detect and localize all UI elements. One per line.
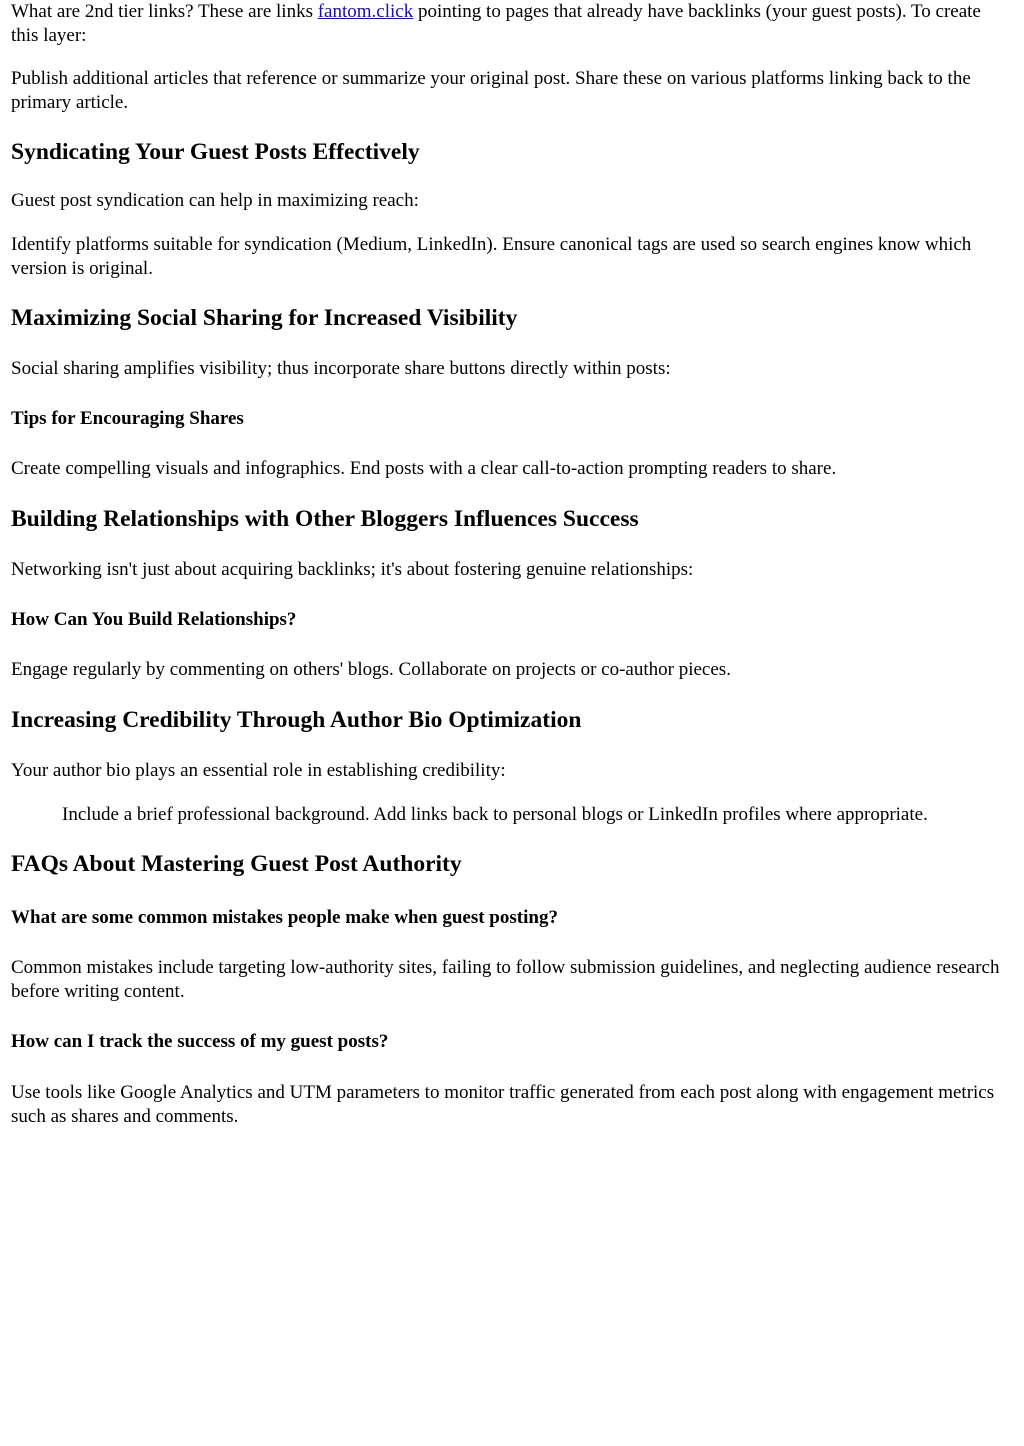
heading-build-relationships: How Can You Build Relationships? — [11, 609, 297, 630]
syndication-intro-paragraph: Guest post syndication can help in maximizing reach: — [11, 190, 419, 211]
intro-text-before-link: What are 2nd tier links? These are links — [11, 1, 318, 22]
faq-answer-1: Common mistakes include targeting low-authority sites, failing to follow submission guidelines, and neglecting audience research before writing content. — [11, 957, 1000, 1002]
syndication-tips-paragraph: Identify platforms suitable for syndication (Medium, LinkedIn). Ensure canonical tags are used so search engines know which version is original. — [11, 234, 972, 279]
social-intro-paragraph: Social sharing amplifies visibility; thus incorporate share buttons directly within posts: — [11, 358, 671, 379]
heading-tips-shares: Tips for Encouraging Shares — [11, 408, 244, 429]
faq-question-2: How can I track the success of my guest posts? — [11, 1031, 389, 1052]
engage-paragraph: Engage regularly by commenting on others' blogs. Collaborate on projects or co-author pieces. — [11, 659, 731, 680]
networking-paragraph: Networking isn't just about acquiring backlinks; it's about fostering genuine relationships: — [11, 559, 694, 580]
intro-text-after-link: pointing to pages that already have backlinks (your guest posts). To create this layer: — [11, 1, 981, 46]
bio-tips-paragraph: Include a brief professional background. Add links back to personal blogs or LinkedIn profiles where appropriate. — [62, 804, 928, 825]
tier2-paragraph: Publish additional articles that reference or summarize your original post. Share these on various platforms linking back to the primary article. — [11, 68, 971, 113]
heading-faqs: FAQs About Mastering Guest Post Authority — [11, 851, 462, 877]
intro-paragraph — [11, 0, 1012, 47]
faq-answer-2: Use tools like Google Analytics and UTM parameters to monitor traffic generated from each post along with engagement metrics such as shares and comments. — [11, 1082, 995, 1127]
heading-social-sharing: Maximizing Social Sharing for Increased Visibility — [11, 305, 518, 331]
fantom-click-link[interactable]: fantom.click — [317, 1, 414, 22]
tips-shares-paragraph: Create compelling visuals and infographics. End posts with a clear call-to-action prompting readers to share. — [11, 458, 837, 479]
bio-intro-paragraph: Your author bio plays an essential role in establishing credibility: — [11, 760, 506, 781]
faq-question-1: What are some common mistakes people make when guest posting? — [11, 907, 558, 928]
heading-credibility: Increasing Credibility Through Author Bio Optimization — [11, 707, 582, 733]
heading-relationships: Building Relationships with Other Bloggers Influences Success — [11, 506, 639, 532]
heading-syndicating: Syndicating Your Guest Posts Effectively — [11, 139, 420, 165]
